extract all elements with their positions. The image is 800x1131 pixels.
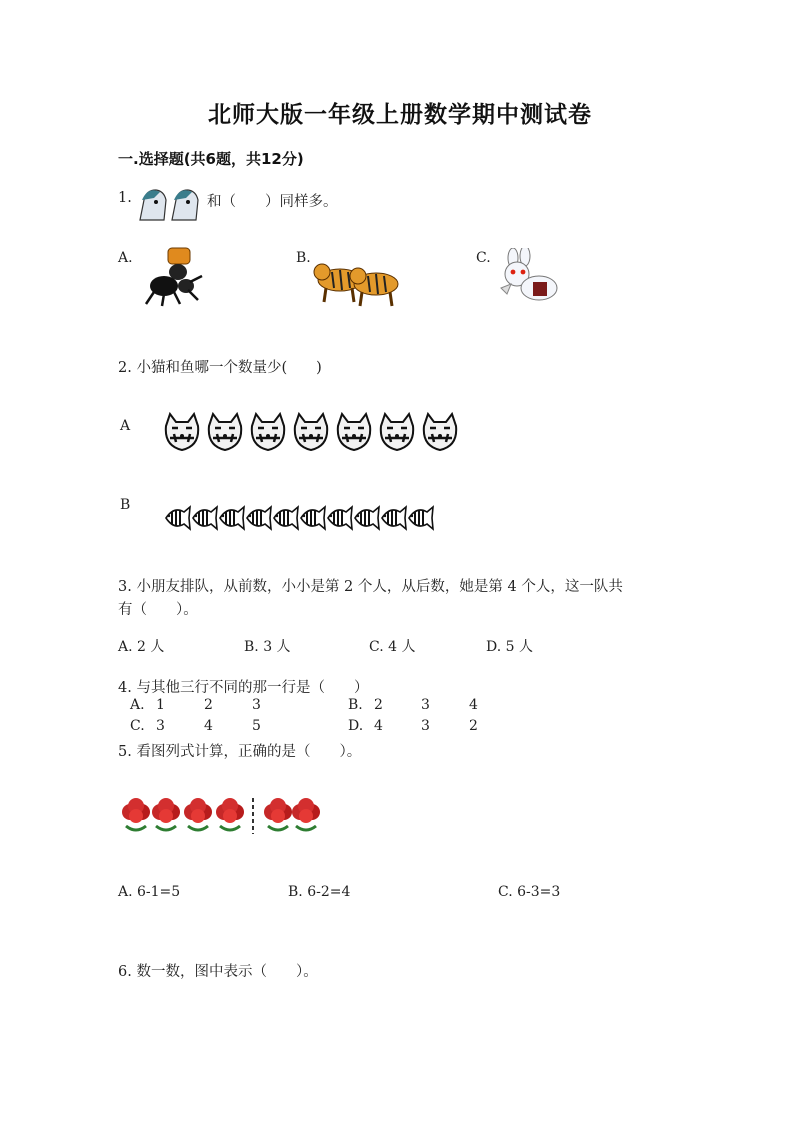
tigers-picture — [312, 252, 404, 308]
fish-icon — [355, 507, 379, 529]
q3-option-b[interactable]: B. 3 人 — [244, 639, 291, 655]
question-4-text: 4. 与其他三行不同的那一行是（ ） — [118, 680, 369, 696]
fish-icon — [193, 507, 217, 529]
fish-icon — [328, 507, 352, 529]
q4-d-num-3: 2 — [469, 718, 478, 734]
q4-b-num-1: 2 — [374, 697, 383, 713]
q4-b-num-2: 3 — [421, 697, 430, 713]
q5-option-c[interactable]: C. 6-3=3 — [498, 884, 561, 900]
section-heading: 一.选择题(共6题，共12分) — [118, 150, 304, 168]
question-6-text: 6. 数一数，图中表示（ ）。 — [118, 964, 318, 980]
fish-icon — [409, 507, 433, 529]
flower-icon — [216, 798, 244, 830]
fish-icon — [166, 507, 190, 529]
fish-icon — [301, 507, 325, 529]
q1-option-a-label[interactable]: A. — [118, 250, 133, 266]
flower-icon — [264, 798, 292, 830]
q1-option-b-label[interactable]: B. — [296, 250, 311, 266]
cats-row-picture — [162, 412, 466, 454]
question-3-line-2: 有（ ）。 — [118, 602, 198, 618]
q4-a-num-1: 1 — [156, 697, 165, 713]
flower-icon — [184, 798, 212, 830]
cat-icon — [252, 414, 284, 450]
cat-icon — [424, 414, 456, 450]
q5-option-a[interactable]: A. 6-1=5 — [118, 884, 181, 900]
q3-option-c[interactable]: C. 4 人 — [369, 639, 416, 655]
q2-option-b-label[interactable]: B — [120, 497, 131, 513]
q1-option-c-label[interactable]: C. — [476, 250, 491, 266]
q4-c-num-1: 3 — [156, 718, 165, 734]
q4-c-num-3: 5 — [252, 718, 261, 734]
q4-c-num-2: 4 — [204, 718, 213, 734]
flower-icon — [292, 798, 320, 830]
question-2-text: 2. 小猫和鱼哪一个数量少( ) — [118, 360, 322, 376]
q4-option-a-label[interactable]: A. — [130, 697, 145, 713]
cat-icon — [381, 414, 413, 450]
q5-option-b[interactable]: B. 6-2=4 — [288, 884, 351, 900]
fish-icon — [247, 507, 271, 529]
question-1-text: 和（ ）同样多。 — [207, 194, 338, 210]
question-5-text: 5. 看图列式计算，正确的是（ ）。 — [118, 744, 362, 760]
q3-option-a[interactable]: A. 2 人 — [118, 639, 165, 655]
fish-icon — [274, 507, 298, 529]
rabbit-picture — [495, 248, 561, 306]
flower-icon — [152, 798, 180, 830]
q4-a-num-3: 3 — [252, 697, 261, 713]
question-1-number: 1. — [118, 190, 132, 206]
q4-option-d-label[interactable]: D. — [348, 718, 364, 734]
q4-b-num-3: 4 — [469, 697, 478, 713]
flower-icon — [122, 798, 150, 830]
cat-icon — [209, 414, 241, 450]
q3-option-d[interactable]: D. 5 人 — [486, 639, 533, 655]
horse-picture — [136, 186, 204, 224]
cat-icon — [295, 414, 327, 450]
q4-option-c-label[interactable]: C. — [130, 718, 145, 734]
q4-d-num-1: 4 — [374, 718, 383, 734]
fish-icon — [220, 507, 244, 529]
cat-icon — [166, 414, 198, 450]
q2-option-a-label[interactable]: A — [120, 418, 131, 434]
fish-row-picture — [164, 504, 444, 532]
flowers-picture — [122, 796, 326, 836]
q4-a-num-2: 2 — [204, 697, 213, 713]
fish-icon — [382, 507, 406, 529]
cat-icon — [338, 414, 370, 450]
question-3-line-1: 3. 小朋友排队，从前数，小小是第 2 个人，从后数，她是第 4 个人，这一队共 — [118, 579, 623, 595]
q4-option-b-label[interactable]: B. — [348, 697, 363, 713]
ant-picture — [140, 246, 210, 310]
q4-d-num-2: 3 — [421, 718, 430, 734]
page-title: 北师大版一年级上册数学期中测试卷 — [208, 102, 592, 128]
